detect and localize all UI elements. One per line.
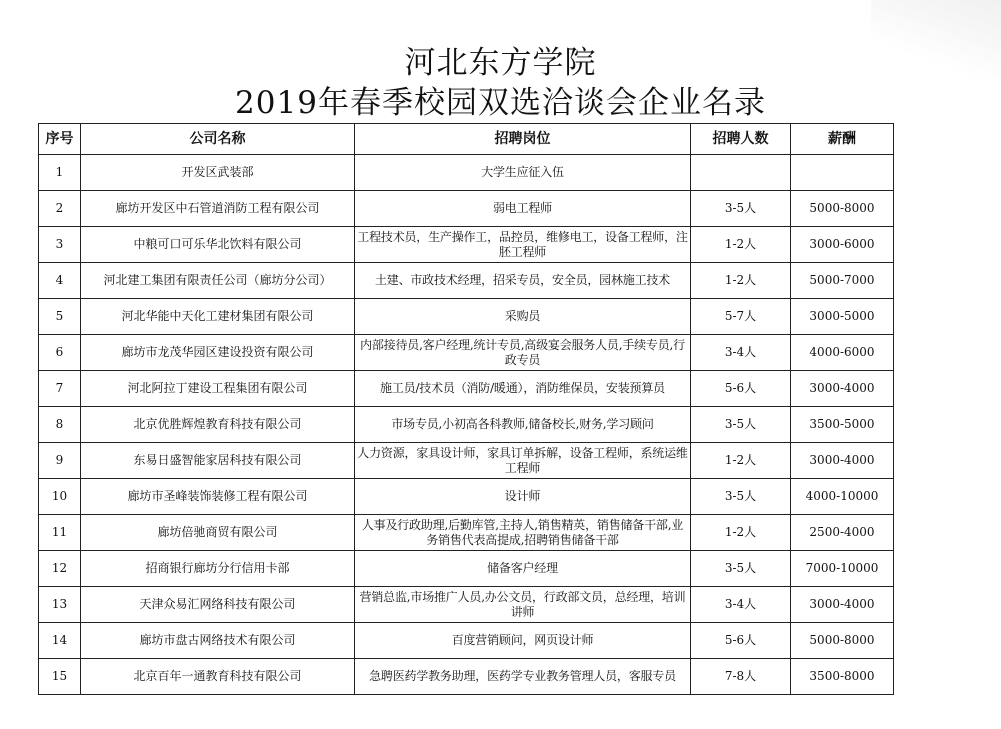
header-count: 招聘人数 xyxy=(691,124,791,155)
job-positions: 人力资源，家具设计师，家具订单拆解，设备工程师，系统运维工程师 xyxy=(355,443,691,479)
table-row xyxy=(39,263,894,299)
salary-range xyxy=(791,155,894,191)
company-name: 廊坊市龙茂华园区建设投资有限公司 xyxy=(81,335,355,371)
salary-range: 3000-5000 xyxy=(791,299,894,335)
hiring-count: 5-6人 xyxy=(691,371,791,407)
hiring-count: 1-2人 xyxy=(691,443,791,479)
table-row xyxy=(39,623,894,659)
company-name: 廊坊市圣峰装饰装修工程有限公司 xyxy=(81,479,355,515)
enterprise-roster-table xyxy=(38,123,894,695)
table-row xyxy=(39,551,894,587)
table-row xyxy=(39,515,894,551)
table-row xyxy=(39,227,894,263)
row-number: 13 xyxy=(39,587,81,623)
company-name: 天津众易汇网络科技有限公司 xyxy=(81,587,355,623)
company-name: 廊坊开发区中石管道消防工程有限公司 xyxy=(81,191,355,227)
table-row xyxy=(39,407,894,443)
table-row xyxy=(39,191,894,227)
document-title-event: 2019年春季校园双选洽谈会企业名录 xyxy=(235,85,766,121)
salary-range: 2500-4000 xyxy=(791,515,894,551)
company-name: 廊坊倍驰商贸有限公司 xyxy=(81,515,355,551)
row-number: 6 xyxy=(39,335,81,371)
job-positions: 人事及行政助理,后勤库管,主持人,销售精英，销售储备干部,业务销售代表高提成,招聘销售储备干部 xyxy=(355,515,691,551)
salary-range: 3500-5000 xyxy=(791,407,894,443)
company-name: 河北建工集团有限责任公司（廊坊分公司） xyxy=(81,263,355,299)
company-name: 河北阿拉丁建设工程集团有限公司 xyxy=(81,371,355,407)
salary-range: 3000-4000 xyxy=(791,443,894,479)
table-row xyxy=(39,443,894,479)
company-name: 招商银行廊坊分行信用卡部 xyxy=(81,551,355,587)
row-number: 5 xyxy=(39,299,81,335)
row-number: 14 xyxy=(39,623,81,659)
company-name: 河北华能中天化工建材集团有限公司 xyxy=(81,299,355,335)
row-number: 1 xyxy=(39,155,81,191)
job-positions: 内部接待员,客户经理,统计专员,高级宴会服务人员,手续专员,行政专员 xyxy=(355,335,691,371)
hiring-count: 3-5人 xyxy=(691,407,791,443)
row-number: 15 xyxy=(39,659,81,695)
job-positions: 弱电工程师 xyxy=(355,191,691,227)
job-positions: 工程技术员，生产操作工，品控员，维修电工，设备工程师，注胚工程师 xyxy=(355,227,691,263)
table-body xyxy=(39,155,894,695)
header-company: 公司名称 xyxy=(81,124,355,155)
salary-range: 3000-6000 xyxy=(791,227,894,263)
company-name: 中粮可口可乐华北饮料有限公司 xyxy=(81,227,355,263)
company-name: 北京优胜辉煌教育科技有限公司 xyxy=(81,407,355,443)
salary-range: 4000-6000 xyxy=(791,335,894,371)
hiring-count: 1-2人 xyxy=(691,515,791,551)
table-row xyxy=(39,299,894,335)
job-positions: 大学生应征入伍 xyxy=(355,155,691,191)
row-number: 2 xyxy=(39,191,81,227)
table-row xyxy=(39,335,894,371)
salary-range: 3500-8000 xyxy=(791,659,894,695)
company-name: 开发区武装部 xyxy=(81,155,355,191)
document-title-school: 河北东方学院 xyxy=(404,45,597,81)
job-positions: 采购员 xyxy=(355,299,691,335)
table-row xyxy=(39,659,894,695)
table-row xyxy=(39,479,894,515)
salary-range: 5000-8000 xyxy=(791,623,894,659)
hiring-count: 3-5人 xyxy=(691,551,791,587)
row-number: 7 xyxy=(39,371,81,407)
hiring-count: 1-2人 xyxy=(691,263,791,299)
job-positions: 设计师 xyxy=(355,479,691,515)
table-header-row xyxy=(39,124,894,155)
row-number: 12 xyxy=(39,551,81,587)
row-number: 10 xyxy=(39,479,81,515)
job-positions: 营销总监,市场推广人员,办公文员，行政部文员，总经理，培训讲师 xyxy=(355,587,691,623)
row-number: 4 xyxy=(39,263,81,299)
company-name: 北京百年一通教育科技有限公司 xyxy=(81,659,355,695)
hiring-count: 3-4人 xyxy=(691,587,791,623)
hiring-count: 7-8人 xyxy=(691,659,791,695)
row-number: 3 xyxy=(39,227,81,263)
salary-range: 4000-10000 xyxy=(791,479,894,515)
job-positions: 施工员/技术员（消防/暖通），消防维保员，安装预算员 xyxy=(355,371,691,407)
table-row xyxy=(39,155,894,191)
table-row xyxy=(39,371,894,407)
job-positions: 储备客户经理 xyxy=(355,551,691,587)
row-number: 11 xyxy=(39,515,81,551)
table-row xyxy=(39,587,894,623)
job-positions: 市场专员,小初高各科教师,储备校长,财务,学习顾问 xyxy=(355,407,691,443)
header-no: 序号 xyxy=(39,124,81,155)
hiring-count: 5-7人 xyxy=(691,299,791,335)
hiring-count: 3-5人 xyxy=(691,191,791,227)
job-positions: 急聘医药学教务助理，医药学专业教务管理人员，客服专员 xyxy=(355,659,691,695)
row-number: 9 xyxy=(39,443,81,479)
job-positions: 百度营销顾问，网页设计师 xyxy=(355,623,691,659)
salary-range: 3000-4000 xyxy=(791,587,894,623)
job-positions: 土建、市政技术经理，招采专员，安全员，园林施工技术 xyxy=(355,263,691,299)
salary-range: 5000-8000 xyxy=(791,191,894,227)
hiring-count: 3-5人 xyxy=(691,479,791,515)
hiring-count: 3-4人 xyxy=(691,335,791,371)
hiring-count: 5-6人 xyxy=(691,623,791,659)
company-name: 东易日盛智能家居科技有限公司 xyxy=(81,443,355,479)
hiring-count: 1-2人 xyxy=(691,227,791,263)
company-name: 廊坊市盘古网络技术有限公司 xyxy=(81,623,355,659)
row-number: 8 xyxy=(39,407,81,443)
salary-range: 5000-7000 xyxy=(791,263,894,299)
header-salary: 薪酬 xyxy=(791,124,894,155)
hiring-count xyxy=(691,155,791,191)
salary-range: 7000-10000 xyxy=(791,551,894,587)
header-position: 招聘岗位 xyxy=(355,124,691,155)
salary-range: 3000-4000 xyxy=(791,371,894,407)
